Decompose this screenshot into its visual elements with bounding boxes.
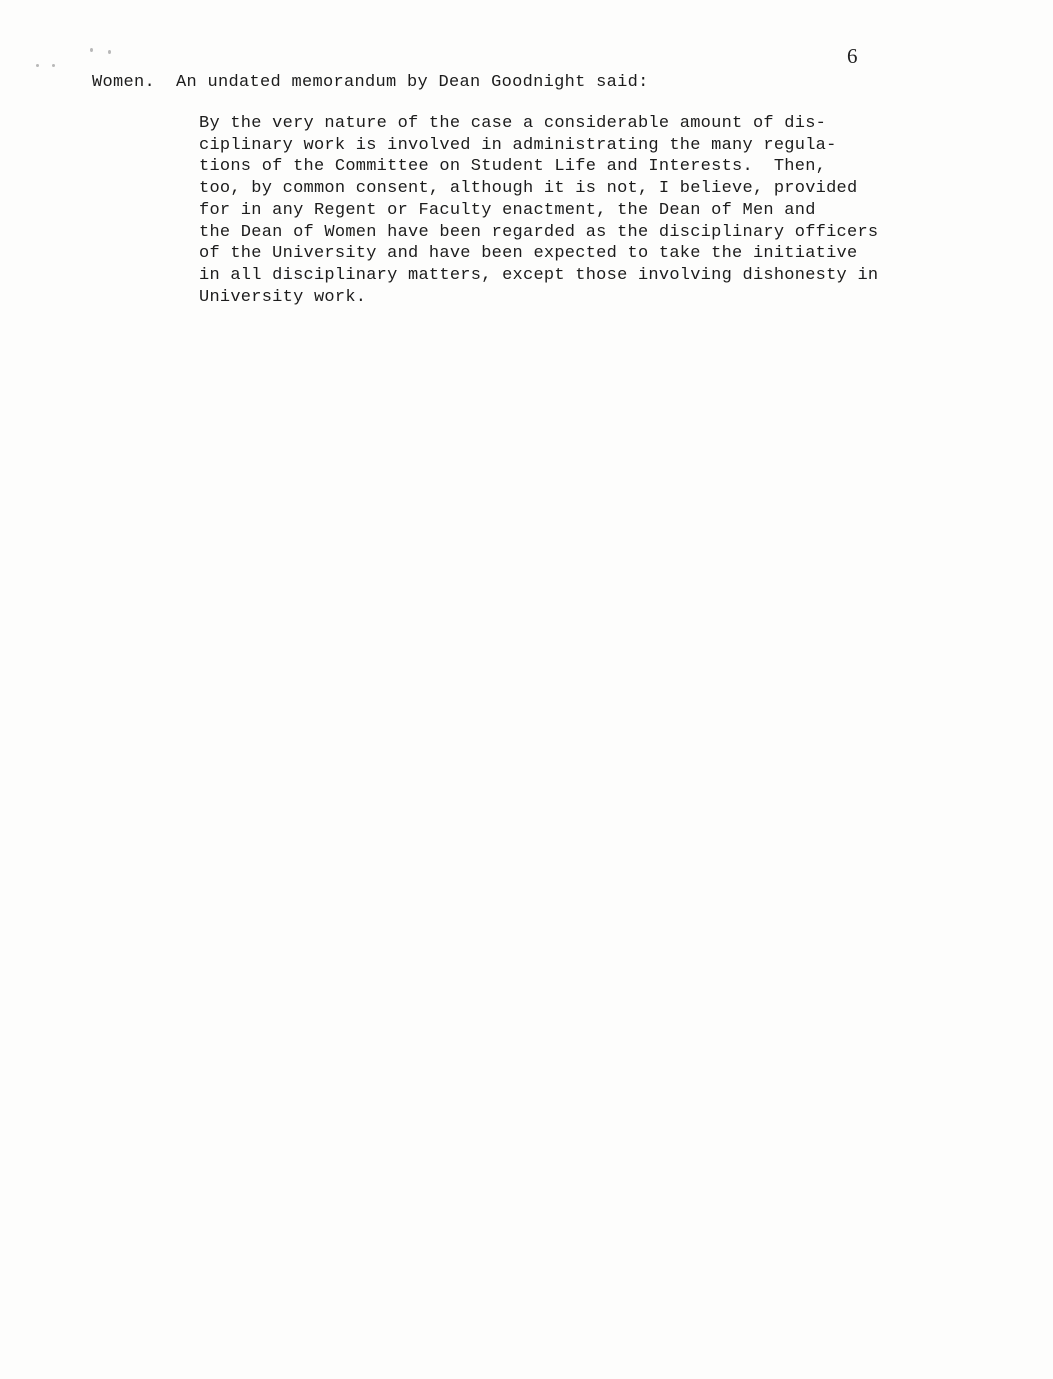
quote-line: of the University and have been expected to take the initiative — [199, 244, 858, 264]
page-number: 6 — [847, 44, 858, 68]
quote-line: tions of the Committee on Student Life and Interests. Then, — [199, 157, 827, 177]
quote-line: too, by common consent, although it is not, I believe, provided — [199, 179, 858, 199]
quote-line: University work. — [199, 287, 367, 307]
intro-line: Women. An undated memorandum by Dean Goodnight said: — [92, 73, 649, 92]
quote-line: the Dean of Women have been regarded as the disciplinary officers — [199, 222, 879, 242]
quote-line: By the very nature of the case a considerable amount of dis- — [199, 114, 827, 133]
memorandum-quote — [199, 113, 878, 308]
quote-line: in all disciplinary matters, except those involving dishonesty in — [199, 265, 879, 285]
quote-line: ciplinary work is involved in administrating the many regula- — [199, 135, 837, 155]
paper-marks — [32, 44, 122, 74]
quote-line: for in any Regent or Faculty enactment, the Dean of Men and — [199, 200, 816, 220]
